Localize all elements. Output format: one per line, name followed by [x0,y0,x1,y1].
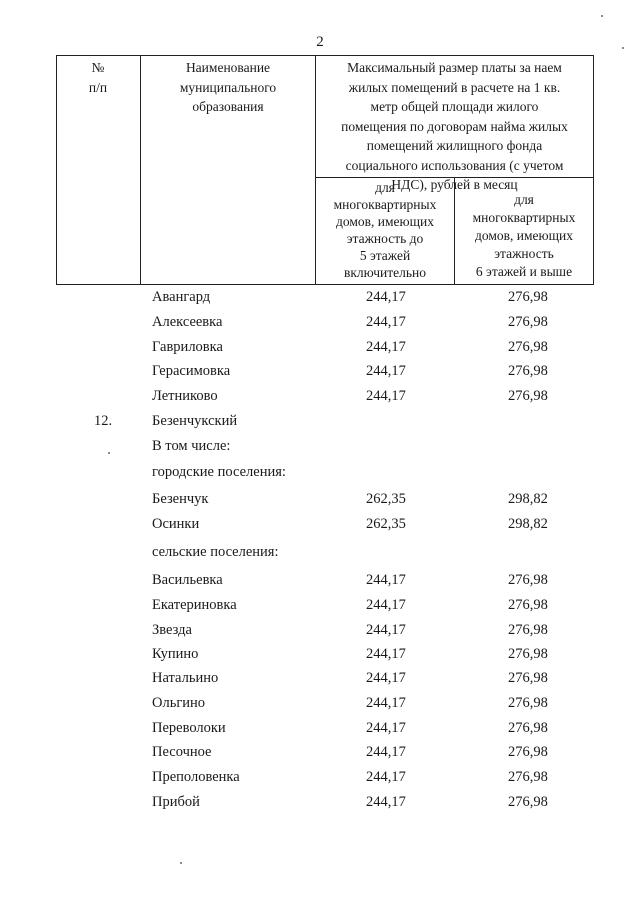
table-row [0,314,640,336]
row-value-upto5: 244,17 [366,597,406,613]
row-value-upto5: 262,35 [366,516,406,532]
row-value-upto5: 244,17 [366,622,406,638]
row-value-6plus: 276,98 [508,339,548,355]
table-row [0,413,640,435]
row-number: 12. [94,413,113,429]
table-row [0,769,640,791]
row-value-6plus: 276,98 [508,314,548,330]
row-value-upto5: 244,17 [366,769,406,785]
row-value-6plus: 276,98 [508,363,548,379]
table-row [0,744,640,766]
row-value-upto5: 244,17 [366,794,406,810]
row-value-upto5: 244,17 [366,289,406,305]
row-value-6plus: 276,98 [508,289,548,305]
header-upto5-label: для многоквартирных домов, имеющих этажность до 5 этажей включительно [333,180,437,280]
row-value-upto5: 244,17 [366,572,406,588]
table-row [0,516,640,538]
row-value-6plus: 276,98 [508,646,548,662]
row-name: Васильевка [152,572,223,588]
row-value-6plus: 276,98 [508,769,548,785]
row-value-upto5: 244,17 [366,744,406,760]
table-row [0,597,640,619]
scan-speck [622,47,624,49]
row-name: Песочное [152,744,212,760]
table-row [0,646,640,668]
row-value-6plus: 298,82 [508,516,548,532]
table-row [0,794,640,816]
table-row [0,289,640,311]
row-value-6plus: 276,98 [508,744,548,760]
row-value-6plus: 276,98 [508,695,548,711]
table-row [0,491,640,513]
table-row [0,544,640,566]
row-name: Герасимовка [152,363,231,379]
scan-speck [108,452,110,454]
row-name: Ольгино [152,695,206,711]
row-value-upto5: 244,17 [366,695,406,711]
row-name: Переволоки [152,720,226,736]
header-number-label: № п/п [88,60,108,95]
row-name: Авангард [152,289,211,305]
table-row [0,572,640,594]
row-name: Алексеевка [152,314,223,330]
table-row [0,720,640,742]
table-row [0,363,640,385]
row-name: Гавриловка [152,339,223,355]
scan-speck [180,862,182,864]
table-row [0,464,640,486]
row-value-6plus: 276,98 [508,720,548,736]
row-name: Прибой [152,794,200,810]
row-value-upto5: 244,17 [366,363,406,379]
header-right-border [593,55,594,285]
row-value-6plus: 276,98 [508,572,548,588]
row-value-6plus: 276,98 [508,794,548,810]
row-name: Екатериновка [152,597,237,613]
header-bottom-border [56,284,594,285]
row-value-6plus: 298,82 [508,491,548,507]
page-number: 2 [316,34,324,50]
row-name: Купино [152,646,199,662]
table-row [0,438,640,460]
row-name: Натальино [152,670,219,686]
table-row [0,622,640,644]
row-name: Безенчукский [152,413,238,429]
row-name: Безенчук [152,491,209,507]
header-6plus-label: для многоквартирных домов, имеющих этажность 6 этажей и выше [472,192,576,279]
table-row [0,339,640,361]
row-value-upto5: 244,17 [366,388,406,404]
row-value-upto5: 244,17 [366,670,406,686]
table-row [0,695,640,717]
row-value-6plus: 276,98 [508,597,548,613]
row-value-6plus: 276,98 [508,622,548,638]
row-name: Звезда [152,622,192,638]
row-value-upto5: 244,17 [366,720,406,736]
table-row [0,670,640,692]
table-row [0,388,640,410]
row-value-6plus: 276,98 [508,670,548,686]
row-name: Осинки [152,516,200,532]
row-value-upto5: 262,35 [366,491,406,507]
scan-speck [601,15,603,17]
row-value-upto5: 244,17 [366,339,406,355]
row-name: Преполовенка [152,769,240,785]
row-value-upto5: 244,17 [366,646,406,662]
row-name: Летниково [152,388,218,404]
row-value-upto5: 244,17 [366,314,406,330]
header-top-border [56,55,594,56]
header-fee-label: Максимальный размер платы за наем жилых помещений в расчете на 1 кв. метр общей площади жилого помещения по договорам найма жилых помещений жилищного фонда социального использования (с учетом НДС), рублей в месяц [341,60,568,192]
row-name: городские поселения: [152,464,286,480]
row-value-6plus: 276,98 [508,388,548,404]
row-name: сельские поселения: [152,544,279,560]
header-name-label: Наименование муниципального образования [179,60,277,114]
table-header [56,55,594,285]
row-name: В том числе: [152,438,231,454]
